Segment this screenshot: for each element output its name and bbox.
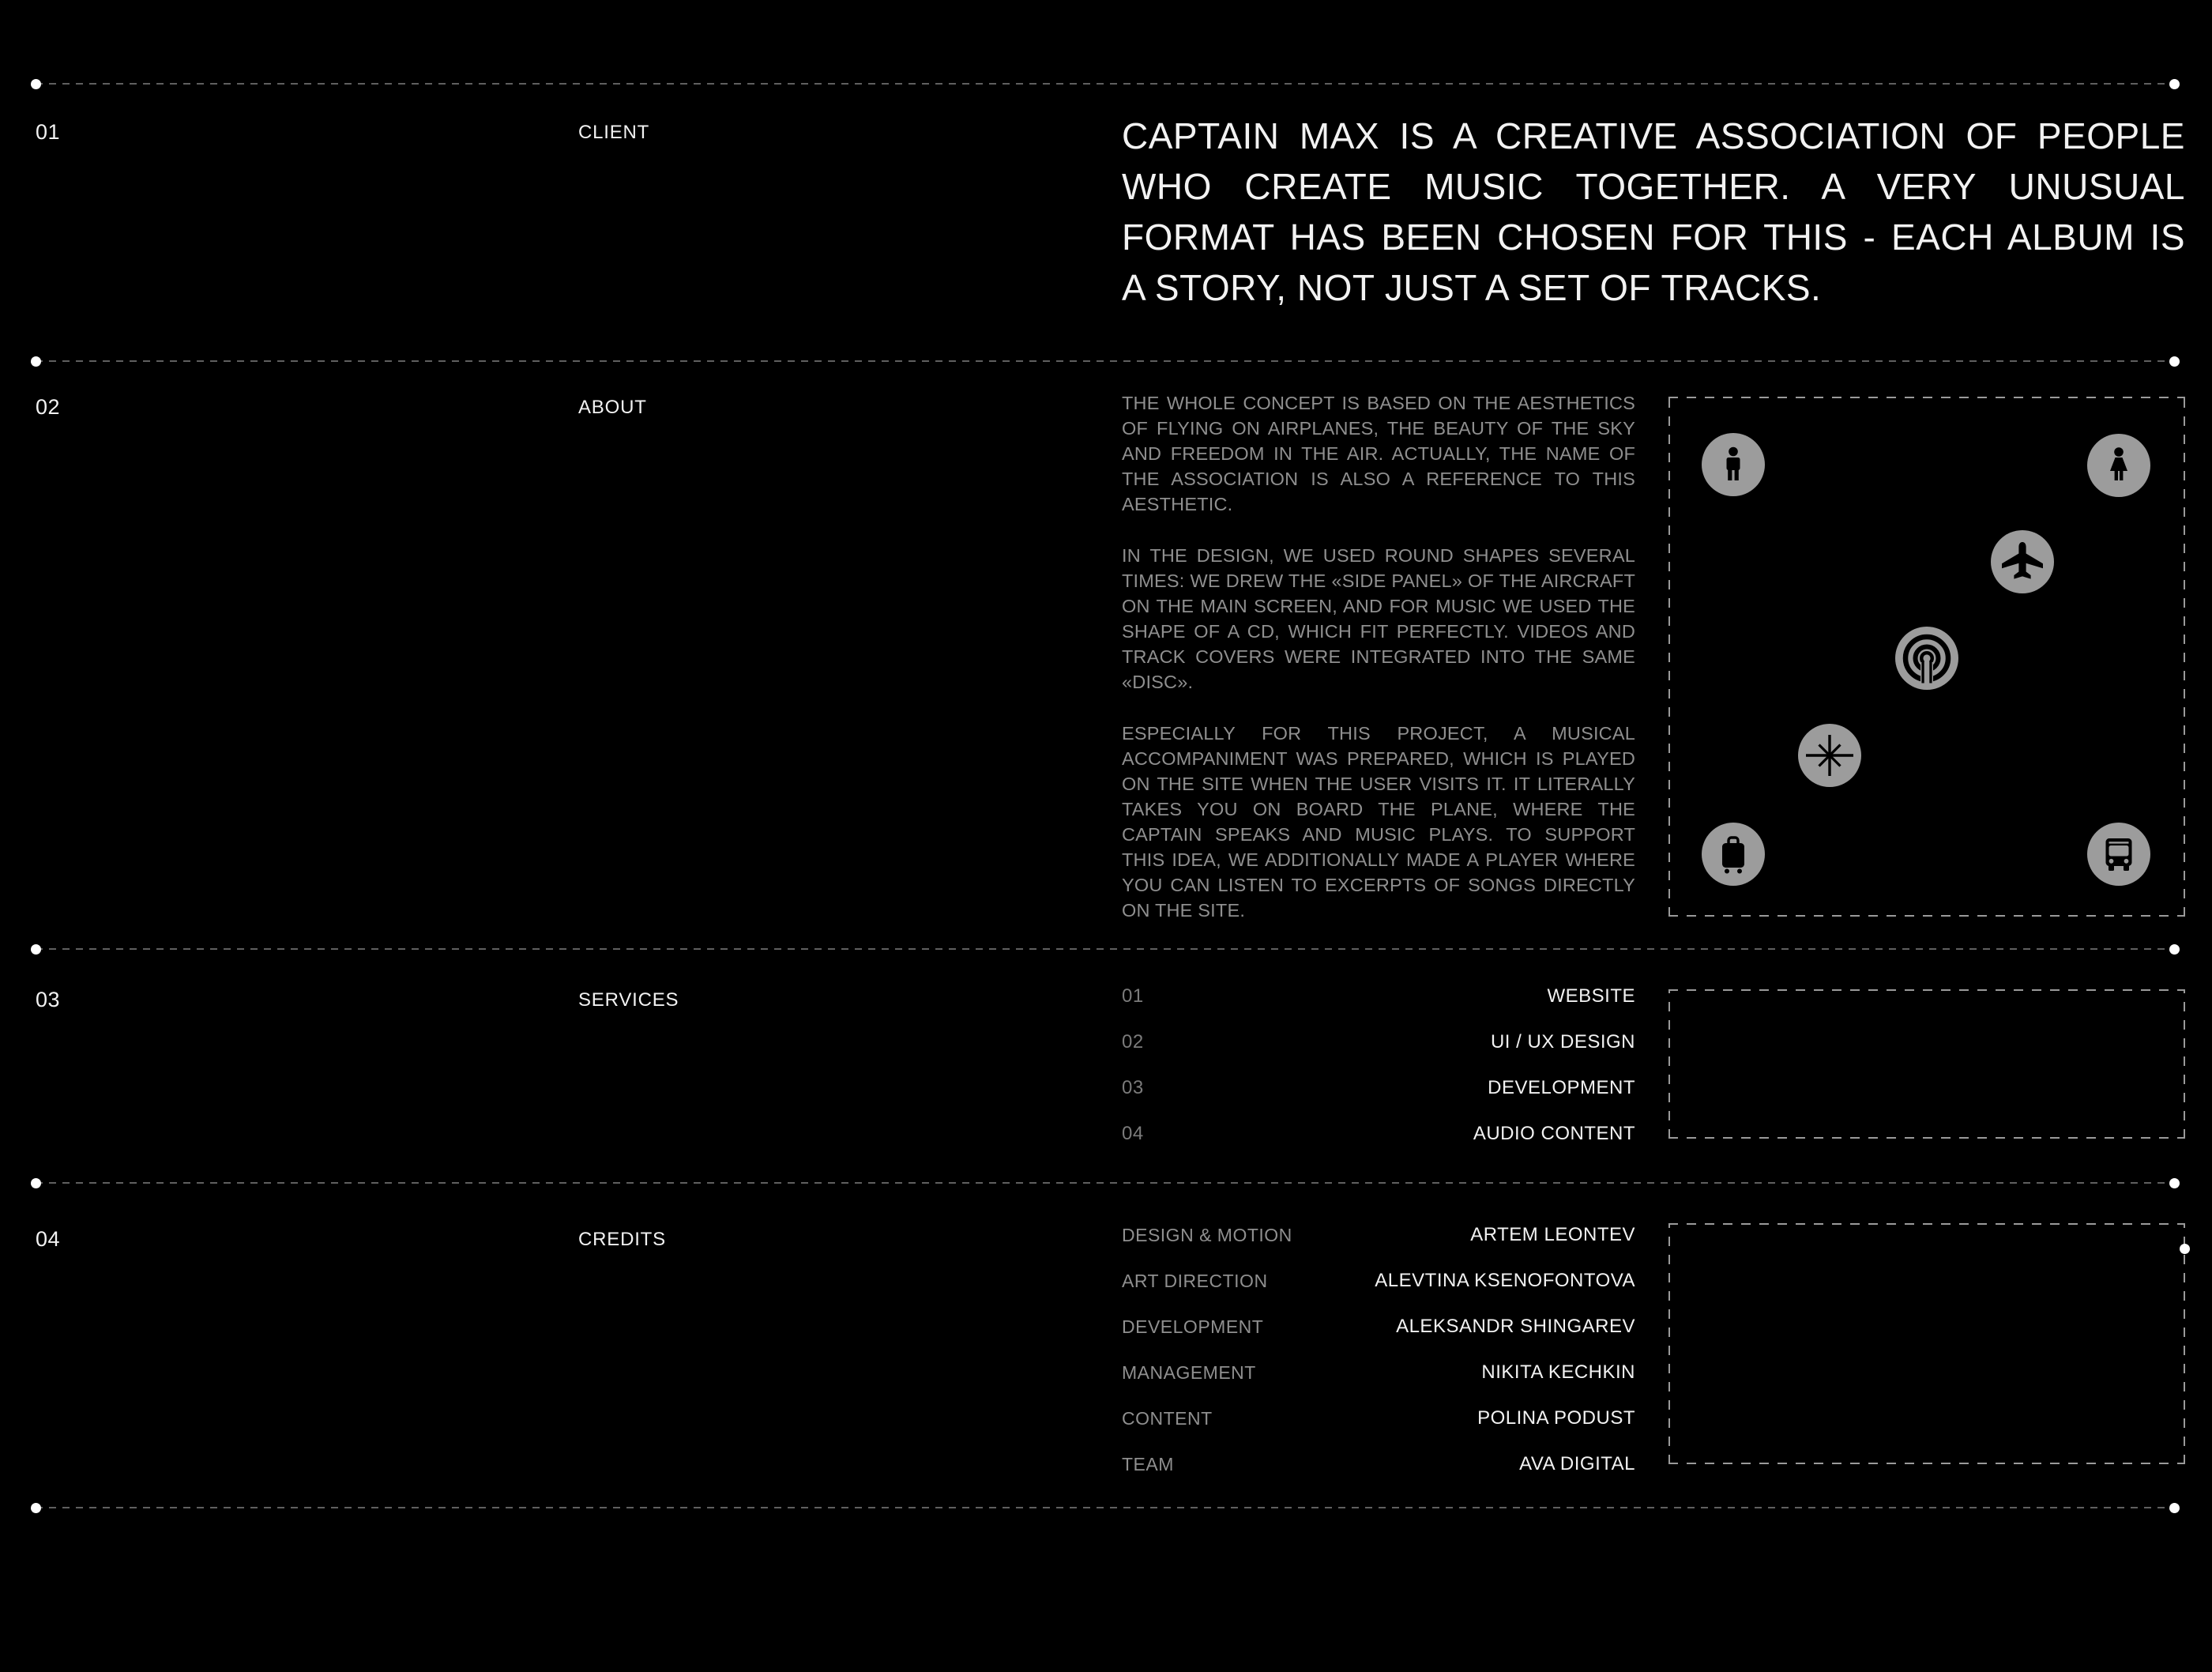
services-list xyxy=(1122,985,1635,1168)
service-number: 02 xyxy=(1122,1031,1144,1053)
credit-row xyxy=(1122,1223,1635,1269)
service-name: WEBSITE xyxy=(1547,985,1635,1007)
credit-name: ALEKSANDR SHINGAREV xyxy=(1396,1316,1635,1337)
separator-dot xyxy=(31,356,41,367)
service-number: 03 xyxy=(1122,1077,1144,1098)
section-number-client: 01 xyxy=(36,120,61,144)
luggage-icon xyxy=(1702,823,1765,886)
credit-name: ALEVTINA KSENOFONTOVA xyxy=(1375,1270,1635,1291)
separator-dot xyxy=(2169,356,2180,367)
service-row xyxy=(1122,1122,1635,1168)
separator-dot xyxy=(2169,1503,2180,1513)
headline-line: CAPTAIN MAX IS A CREATIVE ASSOCIATION OF PEOPLE xyxy=(1122,115,2185,156)
separator xyxy=(36,360,2178,362)
credit-row xyxy=(1122,1361,1635,1407)
credit-row xyxy=(1122,1315,1635,1361)
section-number-credits: 04 xyxy=(36,1227,61,1251)
credit-name: AVA DIGITAL xyxy=(1519,1453,1635,1474)
section-number-services: 03 xyxy=(36,988,61,1011)
credits-list xyxy=(1122,1223,1635,1498)
woman-icon xyxy=(2087,434,2150,497)
credit-role: CONTENT xyxy=(1122,1408,1213,1429)
beacon-icon xyxy=(1895,627,1958,690)
separator xyxy=(36,1182,2178,1184)
section-label-about: ABOUT xyxy=(578,397,647,418)
service-row xyxy=(1122,985,1635,1030)
service-number: 04 xyxy=(1122,1123,1144,1144)
service-name: UI / UX DESIGN xyxy=(1490,1031,1635,1053)
separator-dot xyxy=(31,1503,41,1513)
separator xyxy=(36,1507,2178,1508)
about-paragraph: IN THE DESIGN, WE USED ROUND SHAPES SEVERAL TIMES: WE DREW THE «SIDE PANEL» OF THE AIRCRAFT ON THE MAIN SCREEN, AND FOR MUSIC WE USED THE SHAPE OF A CD, WHICH FIT PERFECTLY. VIDEOS AND TRACK COVERS WERE INTEGRATED INTO THE SAME «DISC». xyxy=(1122,545,1635,692)
credit-row xyxy=(1122,1452,1635,1498)
credit-role: DESIGN & MOTION xyxy=(1122,1225,1292,1245)
separator-dot xyxy=(31,944,41,955)
service-name: AUDIO CONTENT xyxy=(1473,1123,1635,1144)
headline-line: FORMAT HAS BEEN CHOSEN FOR THIS - EACH ALBUM IS xyxy=(1122,217,2185,258)
services-placeholder-box xyxy=(1668,989,2185,1139)
headline-line: WHO CREATE MUSIC TOGETHER. A VERY UNUSUAL xyxy=(1122,166,2185,207)
service-row xyxy=(1122,1076,1635,1122)
bus-icon xyxy=(2087,823,2150,886)
credit-role: MANAGEMENT xyxy=(1122,1362,1256,1383)
credit-name: ARTEM LEONTEV xyxy=(1470,1224,1635,1245)
credit-role: TEAM xyxy=(1122,1454,1174,1474)
credits-placeholder-box xyxy=(1668,1223,2185,1464)
about-icons-box xyxy=(1668,397,2185,917)
airplane-icon xyxy=(1991,530,2054,593)
section-number-about: 02 xyxy=(36,395,61,419)
service-name: DEVELOPMENT xyxy=(1488,1077,1635,1098)
credit-row xyxy=(1122,1407,1635,1452)
about-paragraph: THE WHOLE CONCEPT IS BASED ON THE AESTHETICS OF FLYING ON AIRPLANES, THE BEAUTY OF THE SKY AND FREEDOM IN THE AIR. ACTUALLY, THE NAME OF THE ASSOCIATION IS ALSO A REFERENCE TO THIS AESTHETIC. xyxy=(1122,393,1635,514)
compass-star-icon xyxy=(1798,724,1861,787)
section-label-credits: CREDITS xyxy=(578,1229,666,1250)
separator xyxy=(36,948,2178,950)
man-icon xyxy=(1702,433,1765,496)
about-paragraph: ESPECIALLY FOR THIS PROJECT, A MUSICAL ACCOMPANIMENT WAS PREPARED, WHICH IS PLAYED ON THE SITE WHEN THE USER VISITS IT. IT LITERALLY TAKES YOU ON BOARD THE PLANE, WHERE THE CAPTAIN SPEAKS AND MUSIC PLAYS. TO SUPPORT THIS IDEA, WE ADDITIONALLY MADE A PLAYER WHERE YOU CAN LISTEN TO EXCERPTS OF SONGS DIRECTLY ON THE SITE. xyxy=(1122,723,1635,921)
credit-role: DEVELOPMENT xyxy=(1122,1316,1264,1337)
service-number: 01 xyxy=(1122,985,1144,1007)
credit-name: NIKITA KECHKIN xyxy=(1481,1361,1635,1383)
credit-name: POLINA PODUST xyxy=(1477,1407,1635,1429)
separator xyxy=(36,83,2178,85)
separator-dot xyxy=(31,1178,41,1188)
client-headline xyxy=(1122,111,2185,313)
separator-dot xyxy=(2169,79,2180,89)
section-label-services: SERVICES xyxy=(578,989,679,1011)
separator-dot xyxy=(2169,1178,2180,1188)
service-row xyxy=(1122,1030,1635,1076)
section-label-client: CLIENT xyxy=(578,122,650,143)
separator-dot xyxy=(31,79,41,89)
headline-line: A STORY, NOT JUST A SET OF TRACKS. xyxy=(1122,267,1822,308)
separator-dot xyxy=(2169,944,2180,955)
credits-box-dot xyxy=(2180,1244,2190,1254)
about-text xyxy=(1122,390,1635,923)
credit-role: ART DIRECTION xyxy=(1122,1271,1268,1291)
credit-row xyxy=(1122,1269,1635,1315)
